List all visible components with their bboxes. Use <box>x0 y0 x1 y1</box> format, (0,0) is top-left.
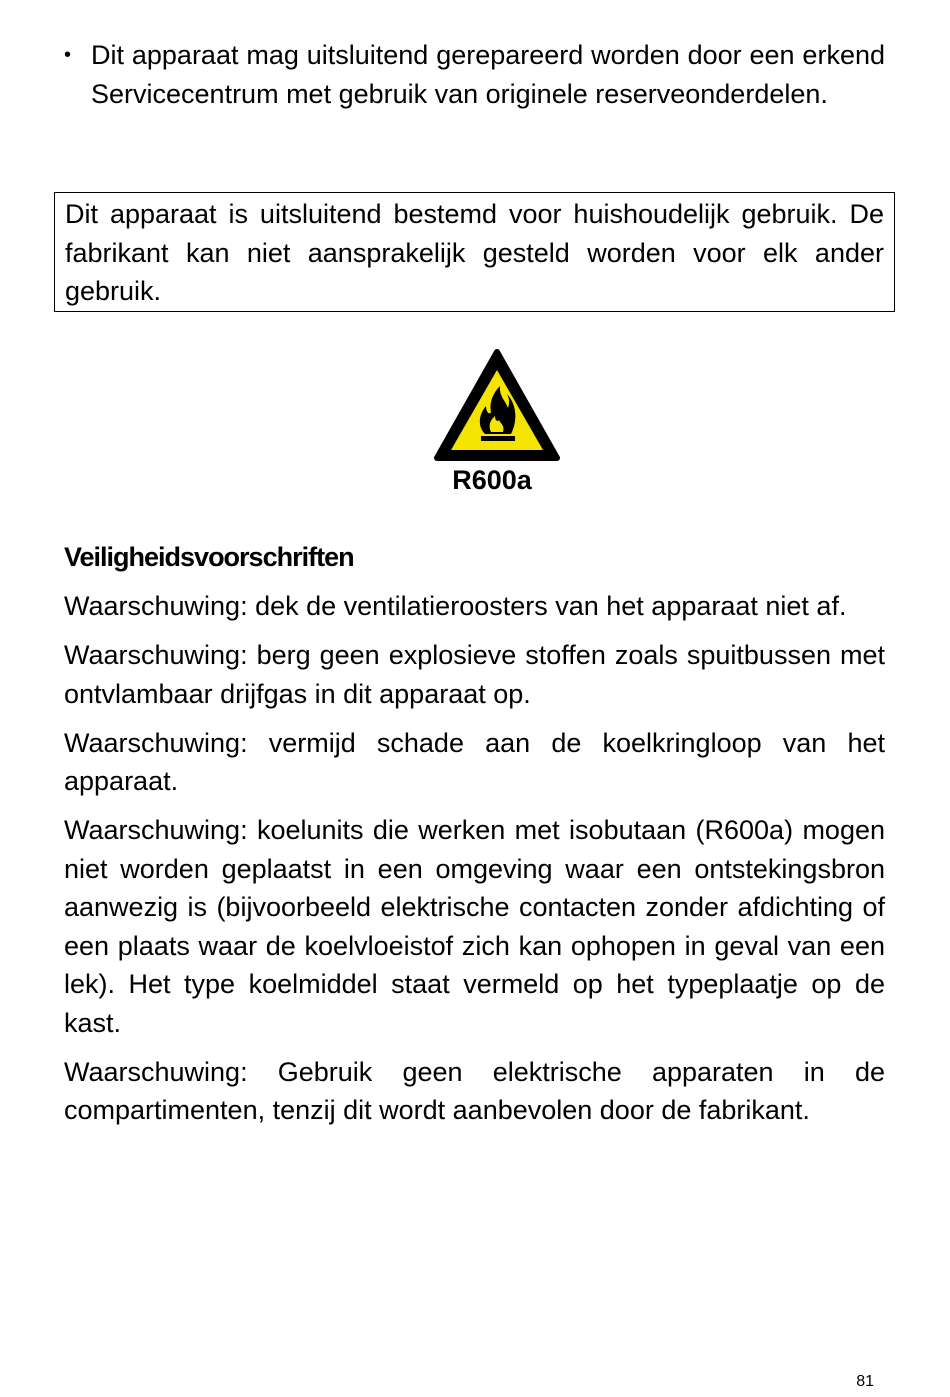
warning-list <box>64 587 885 1130</box>
warning-paragraph: Waarschuwing: vermijd schade aan de koelkringloop van het apparaat. <box>64 727 885 796</box>
warning-paragraph: Waarschuwing: koelunits die werken met isobutaan (R600a) mogen niet worden geplaatst in een omgeving waar een ontstekingsbron aanwezig is (bijvoorbeeld elektrische contacten zonder afdichting of een plaats waar de koelvloeistof zich kan ophopen in geval van een lek). Het type koelmiddel staat vermeld op het typeplaatje op de kast. <box>64 815 885 1038</box>
refrigerant-label: R600a <box>452 465 532 495</box>
warning-paragraph: Waarschuwing: dek de ventilatieroosters van het apparaat niet af. <box>64 591 847 621</box>
warning-paragraph: Waarschuwing: Gebruik geen elektrische apparaten in de compartimenten, tenzij dit wordt aanbevolen door de fabrikant. <box>64 1056 885 1125</box>
page-number: 81 <box>856 1373 874 1390</box>
flammable-warning-icon <box>433 348 561 462</box>
household-use-notice <box>54 192 895 312</box>
bullet-glyph: • <box>64 44 72 66</box>
safety-section <box>64 538 885 1140</box>
notice-text: Dit apparaat is uitsluitend bestemd voor huishoudelijk gebruik. De fabrikant kan niet aansprakelijk gesteld worden voor elk ander gebruik. <box>65 199 884 306</box>
bullet-text: Dit apparaat mag uitsluitend gerepareerd worden door een erkend Servicecentrum met gebruik van originele reserveonderdelen. <box>91 40 885 109</box>
top-bullet-list <box>64 36 885 113</box>
bullet-item <box>64 36 885 113</box>
warning-paragraph: Waarschuwing: berg geen explosieve stoffen zoals spuitbussen met ontvlambaar drijfgas in dit apparaat op. <box>64 640 885 709</box>
section-heading: Veiligheidsvoorschriften <box>64 542 354 572</box>
